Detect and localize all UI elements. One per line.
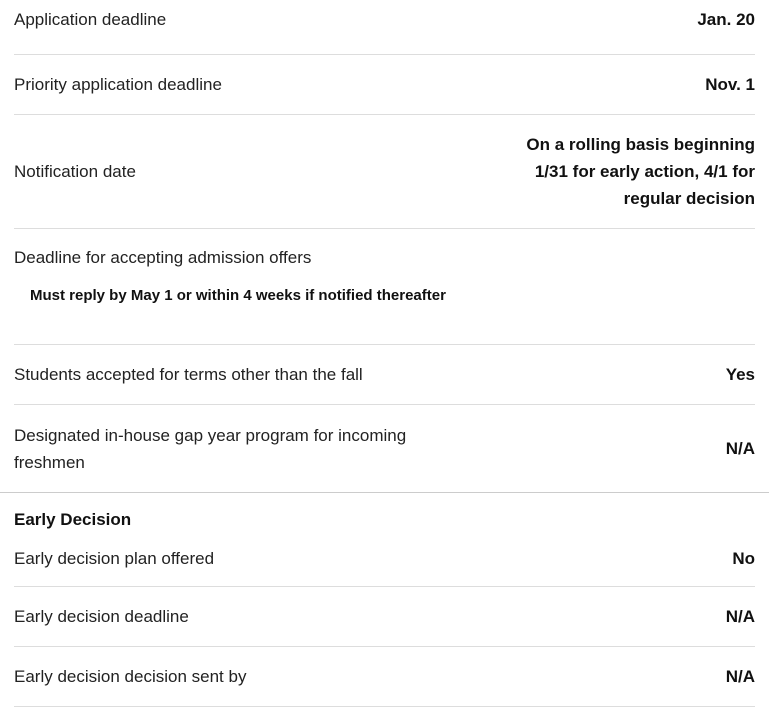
gap-year-row [14,405,755,492]
other-terms-label: Students accepted for terms other than the fall [14,365,363,384]
ed-deadline-label: Early decision deadline [14,607,189,626]
early-decision-section [0,530,769,707]
other-terms-row [14,345,755,405]
notification-date-value: On a rolling basis beginning 1/31 for early action, 4/1 for regular decision [526,135,755,208]
ed-decision-sent-value: N/A [725,667,755,686]
accept-offers-row [14,229,755,345]
application-deadline-row [14,0,755,55]
application-deadline-value: Jan. 20 [697,10,755,29]
other-terms-value: Yes [725,365,755,384]
ed-plan-offered-label: Early decision plan offered [14,548,215,568]
accept-offers-label: Deadline for accepting admission offers [14,248,312,267]
ed-decision-sent-row [14,647,755,707]
ed-plan-offered-value: No [732,548,755,568]
priority-deadline-value: Nov. 1 [705,75,755,94]
ed-plan-offered-row [14,530,755,587]
accept-offers-detail: Must reply by May 1 or within 4 weeks if notified thereafter [30,287,446,304]
priority-deadline-label: Priority application deadline [14,75,222,94]
priority-deadline-row [14,55,755,115]
ed-deadline-value: N/A [725,607,755,626]
early-decision-heading: Early Decision [14,510,132,529]
gap-year-label: Designated in-house gap year program for incoming freshmen [14,425,407,472]
ed-deadline-row [14,587,755,647]
ed-decision-sent-label: Early decision decision sent by [14,667,247,686]
notification-date-label: Notification date [14,162,136,181]
gap-year-value: N/A [725,439,755,458]
application-deadline-label: Application deadline [14,10,167,29]
notification-date-row [14,115,755,229]
